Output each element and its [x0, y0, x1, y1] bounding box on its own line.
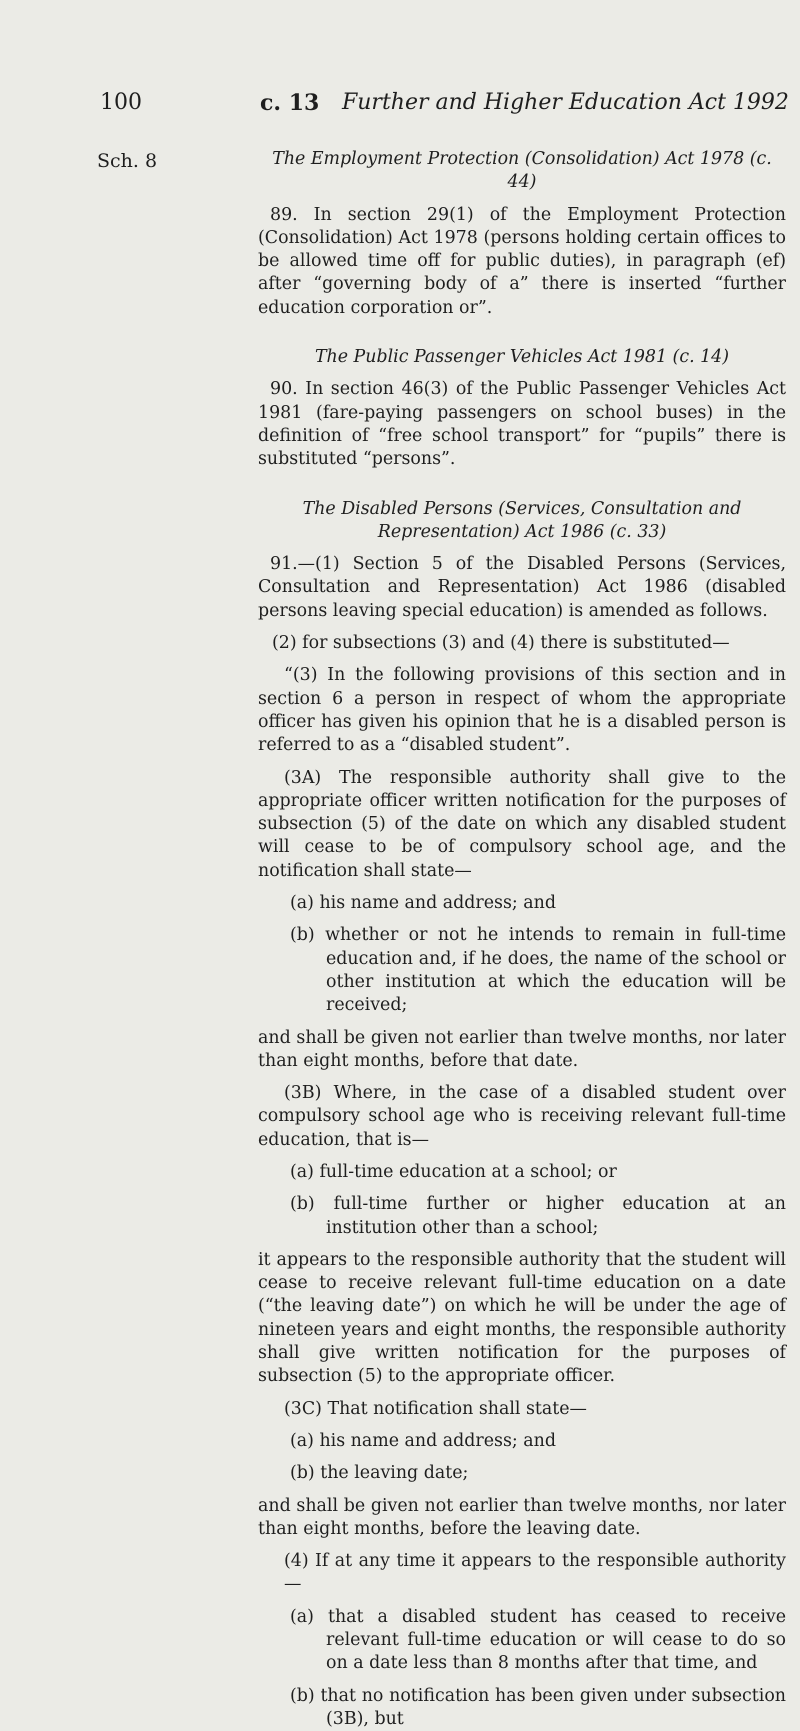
subsection-3a-closing: and shall be given not earlier than twelve months, nor later than eight months, before that date.	[258, 1027, 786, 1071]
subsection-3b-item-b: (b) full-time further or higher education at an institution other than a school;	[290, 1194, 786, 1238]
paragraph-91-1: 91.—(1) Section 5 of the Disabled Persons (Services, Consultation and Representation) Act 1986 (disabled persons leaving special education) is amended as follows.	[258, 554, 786, 621]
section-heading: The Public Passenger Vehicles Act 1981 (c. 14)	[314, 347, 730, 368]
subsection-3c-item-a: (a) his name and address; and	[290, 1430, 556, 1451]
section-heading: The Disabled Persons (Services, Consultation and Representation) Act 1986 (c. 33)	[302, 498, 742, 542]
subsection-3a-item-b: (b) whether or not he intends to remain in full-time education and, if he does, the name of the school or other institution at which the education will be received;	[290, 925, 786, 1016]
subsection-3b-closing: it appears to the responsible authority that the student will cease to receive relevant full-time education on a date (“the leaving date”) on which he will be under the age of nineteen years and eight months, the responsible authority shall give written notification for the purposes of subsection (5) to the appropriate officer.	[258, 1249, 786, 1387]
document-body	[258, 148, 786, 1731]
subsection-3c-item-b: (b) the leaving date;	[290, 1463, 469, 1484]
subsection-3c-closing: and shall be given not earlier than twelve months, nor later than eight months, before the leaving date.	[258, 1495, 786, 1539]
running-title: Further and Higher Education Act 1992	[342, 90, 789, 115]
subsection-3c: (3C) That notification shall state—	[284, 1398, 587, 1419]
subsection-3b-item-a: (a) full-time education at a school; or	[290, 1161, 617, 1182]
paragraph-89: 89. In section 29(1) of the Employment Protection (Consolidation) Act 1978 (persons holding certain offices to be allowed time off for public duties), in paragraph (ef) after “governing body of a” there is inserted “further education corporation or”.	[258, 204, 786, 318]
chapter-reference: c. 13	[260, 90, 320, 116]
subsection-3: “(3) In the following provisions of this section and in section 6 a person in respect of whom the appropriate officer has given his opinion that he is a disabled person is referred to as a “disabled student”.	[258, 665, 786, 756]
schedule-margin-note: Sch. 8	[97, 150, 158, 172]
paragraph-90: 90. In section 46(3) of the Public Passenger Vehicles Act 1981 (fare-paying passengers on school buses) in the definition of “free school transport” for “pupils” there is substituted “persons”.	[258, 379, 786, 470]
paragraph-91-2: (2) for subsections (3) and (4) there is substituted—	[272, 633, 730, 654]
page-number: 100	[100, 90, 142, 115]
subsection-4: (4) If at any time it appears to the responsible authority—	[284, 1551, 786, 1595]
subsection-3a: (3A) The responsible authority shall give to the appropriate officer written notification for the purposes of subsection (5) of the date on which any disabled student will cease to be of compulsory school age, and the notification shall state—	[258, 767, 786, 881]
subsection-3a-item-a: (a) his name and address; and	[290, 893, 556, 914]
subsection-4-item-a: (a) that a disabled student has ceased to receive relevant full-time education or will cease to do so on a date less than 8 months after that time, and	[290, 1606, 786, 1674]
subsection-3b: (3B) Where, in the case of a disabled student over compulsory school age who is receiving relevant full-time education, that is—	[258, 1083, 786, 1150]
subsection-4-item-b: (b) that no notification has been given under subsection (3B), but	[290, 1685, 786, 1729]
section-heading: The Employment Protection (Consolidation) Act 1978 (c. 44)	[272, 149, 772, 193]
